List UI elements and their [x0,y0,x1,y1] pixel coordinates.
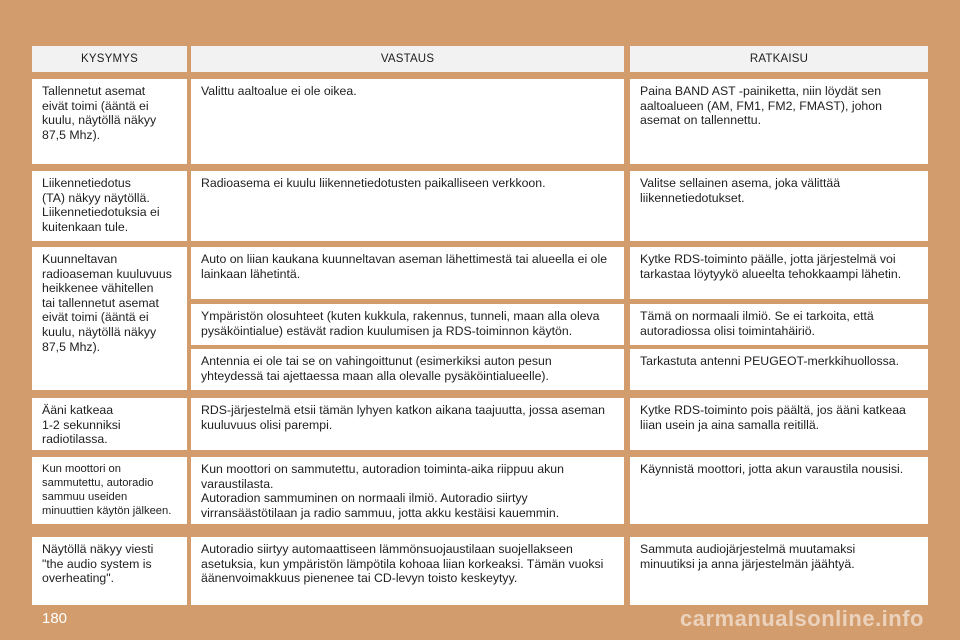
row5-answer: Kun moottori on sammutettu, autoradion toiminta-aika riippuu akun varaustilasta. Autoradion sammuminen on normaali ilmiö. Autoradio siirtyy virransäästötilaan ja radio sammuu, jotta akku kestäisi kauemmin. [191,457,624,524]
row4-answer: RDS-järjestelmä etsii tämän lyhyen katkon aikana taajuutta, jossa aseman kuuluvuus olisi parempi. [191,398,624,450]
row3-solution-2: Tämä on normaali ilmiö. Se ei tarkoita, että autoradiossa olisi toimintahäiriö. [630,304,928,345]
row3-answer-2: Ympäristön olosuhteet (kuten kukkula, rakennus, tunneli, maan alla oleva pysäköintialue) estävät radion kuulumisen ja RDS-toiminnon käytön. [191,304,624,345]
row1-answer: Valittu aaltoalue ei ole oikea. [191,79,624,164]
row3-answer-3: Antennia ei ole tai se on vahingoittunut (esimerkiksi auton pesun yhteydessä tai ajettaessa maan alla olevalle pysäköintialueelle). [191,349,624,390]
row2-question: Liikennetiedotus (TA) näkyy näytöllä. Liikennetiedotuksia ei kuitenkaan tule. [32,171,187,241]
header-question: KYSYMYS [32,46,187,72]
row5-solution: Käynnistä moottori, jotta akun varaustila nousisi. [630,457,928,524]
header-answer: VASTAUS [191,46,624,72]
row4-question: Ääni katkeaa 1-2 sekunniksi radiotilassa. [32,398,187,450]
row4-solution: Kytke RDS-toiminto pois päältä, jos ääni katkeaa liian usein ja aina samalla reitillä. [630,398,928,450]
row3-question: Kuunneltavan radioaseman kuuluvuus heikkenee vähitellen tai tallennetut asemat eivät toimi (ääntä ei kuulu, näytöllä näkyy 87,5 Mhz). [32,247,187,390]
row1-solution: Paina BAND AST -painiketta, niin löydät sen aaltoalueen (AM, FM1, FM2, FMAST), johon asemat on tallennettu. [630,79,928,164]
page-number: 180 [42,610,68,627]
row3-answer-1: Auto on liian kaukana kuunneltavan aseman lähettimestä tai alueella ei ole lainkaan lähetintä. [191,247,624,299]
row6-answer: Autoradio siirtyy automaattiseen lämmönsuojaustilaan suojellakseen asetuksia, kun ympäristön lämpötila kohoaa liian korkeaksi. Tämän vuoksi äänenvoimakkuus pienenee tai CD-levyn toisto keskeytyy. [191,537,624,605]
row3-solution-1: Kytke RDS-toiminto päälle, jotta järjestelmä voi tarkastaa löytyykö alueelta tehokkaampi lähetin. [630,247,928,299]
row1-question: Tallennetut asemat eivät toimi (ääntä ei kuulu, näytöllä näkyy 87,5 Mhz). [32,79,187,164]
header-solution: RATKAISU [630,46,928,72]
row2-solution: Valitse sellainen asema, joka välittää liikennetiedotukset. [630,171,928,241]
row3-solution-3: Tarkastuta antenni PEUGEOT-merkkihuollossa. [630,349,928,390]
row6-question: Näytöllä näkyy viesti "the audio system is overheating". [32,537,187,605]
row6-solution: Sammuta audiojärjestelmä muutamaksi minuutiksi ja anna järjestelmän jäähtyä. [630,537,928,605]
watermark: carmanualsonline.info [680,606,924,631]
row5-question: Kun moottori on sammutettu, autoradio sammuu useiden minuuttien käytön jälkeen. [32,457,187,524]
row2-answer: Radioasema ei kuulu liikennetiedotusten paikalliseen verkkoon. [191,171,624,241]
